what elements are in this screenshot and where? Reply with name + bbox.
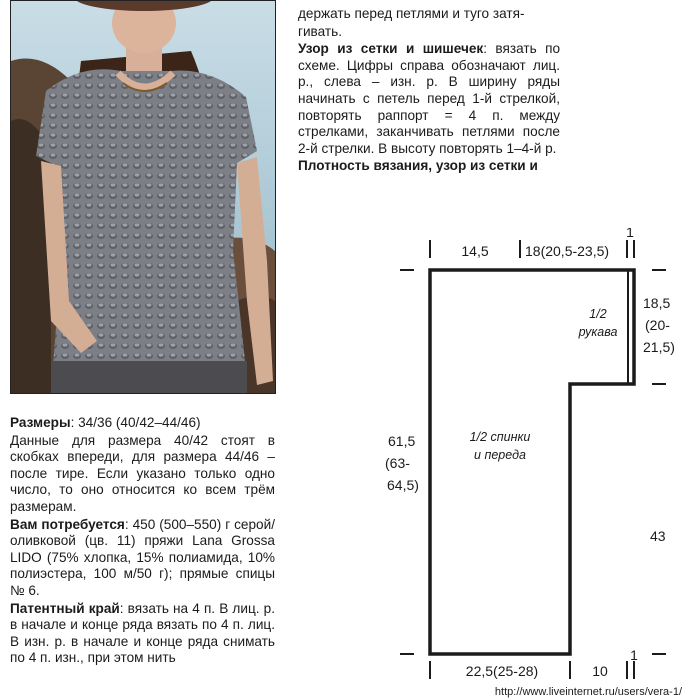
edge-text: : вязать на 4 п. В лиц. р. в начале и конце ряда вязать по 4 п. лиц. В изн. р. в начале и конце ряда снимать по 4 п. изн., при этом нить: [10, 600, 275, 666]
top-tick-one: 1: [626, 228, 634, 240]
model-photo: [10, 0, 276, 394]
body-label-line-1: 1/2 спинки: [469, 430, 531, 444]
continued-text-line-1: держать перед петлями и туго затя-: [298, 6, 525, 21]
total-height-a: 61,5: [388, 433, 416, 449]
lower-height-dim: 43: [650, 528, 666, 544]
body-label-line-2: и переда: [474, 448, 526, 462]
density-heading: Плотность вязания, узор из сетки и: [298, 158, 538, 174]
materials-heading: Вам потребуется: [10, 516, 125, 532]
sizes-note: Данные для размера 40/42 стоят в скобках впереди, для размера 44/46 – после тире. Если указано только одно число, то оно относится ко всем трём размерам.: [10, 432, 275, 514]
sleeve-label-line-1: 1/2: [589, 307, 607, 321]
total-height-b: (63-: [385, 455, 410, 471]
total-height-c: 64,5): [387, 477, 419, 493]
edge-paragraph: [10, 601, 275, 667]
bottom-width-dim: 22,5(25-28): [465, 663, 539, 679]
sleeve-height-a: 18,5: [643, 295, 671, 311]
instructions-left-column: [10, 415, 275, 668]
sleeve-height-b: (20-: [645, 317, 670, 333]
materials-paragraph: [10, 517, 275, 600]
pattern-paragraph: [298, 41, 560, 157]
continued-text-line-2: гивать.: [298, 23, 342, 39]
sizes-value: : 34/36 (40/42–44/46): [70, 415, 201, 430]
pattern-heading: Узор из сетки и шишечек: [298, 41, 484, 57]
bottom-tick-one: 1: [630, 647, 638, 663]
source-watermark: http://www.liveinternet.ru/users/vera-1/: [494, 686, 682, 698]
sizes-paragraph: [10, 415, 275, 432]
density-paragraph: [298, 158, 560, 175]
sizes-heading: Размеры: [10, 415, 71, 430]
edge-heading: Патентный край: [10, 600, 120, 616]
bottom-right-dim: 10: [592, 663, 608, 679]
top-width-dim: 14,5: [461, 243, 489, 259]
pattern-schematic: [360, 228, 685, 700]
sleeve-label-line-2: рукава: [578, 325, 618, 339]
materials-text: : 450 (500–550) г серой/оливковой (цв. 11) пряжи Lana Grossa LIDO (75% хлопка, 15% полиамида, 10% полиэстера, 100 м/50 г); прямые спицы № 6.: [10, 516, 275, 598]
sleeve-width-dim: 18(20,5-23,5): [525, 243, 610, 259]
sleeve-height-c: 21,5): [643, 339, 675, 355]
pattern-text: : вязать по схеме. Цифры справа обозначают лиц. р., слева – изн. р. В ширину ряды начинать с петель перед 1-й стрелкой, повторять раппорт = 4 п. между стрелками, заканчивать петлями после 2-й стрелки. В высоту повторять 1–4-й р.: [298, 41, 561, 156]
instructions-right-column: [298, 6, 560, 176]
